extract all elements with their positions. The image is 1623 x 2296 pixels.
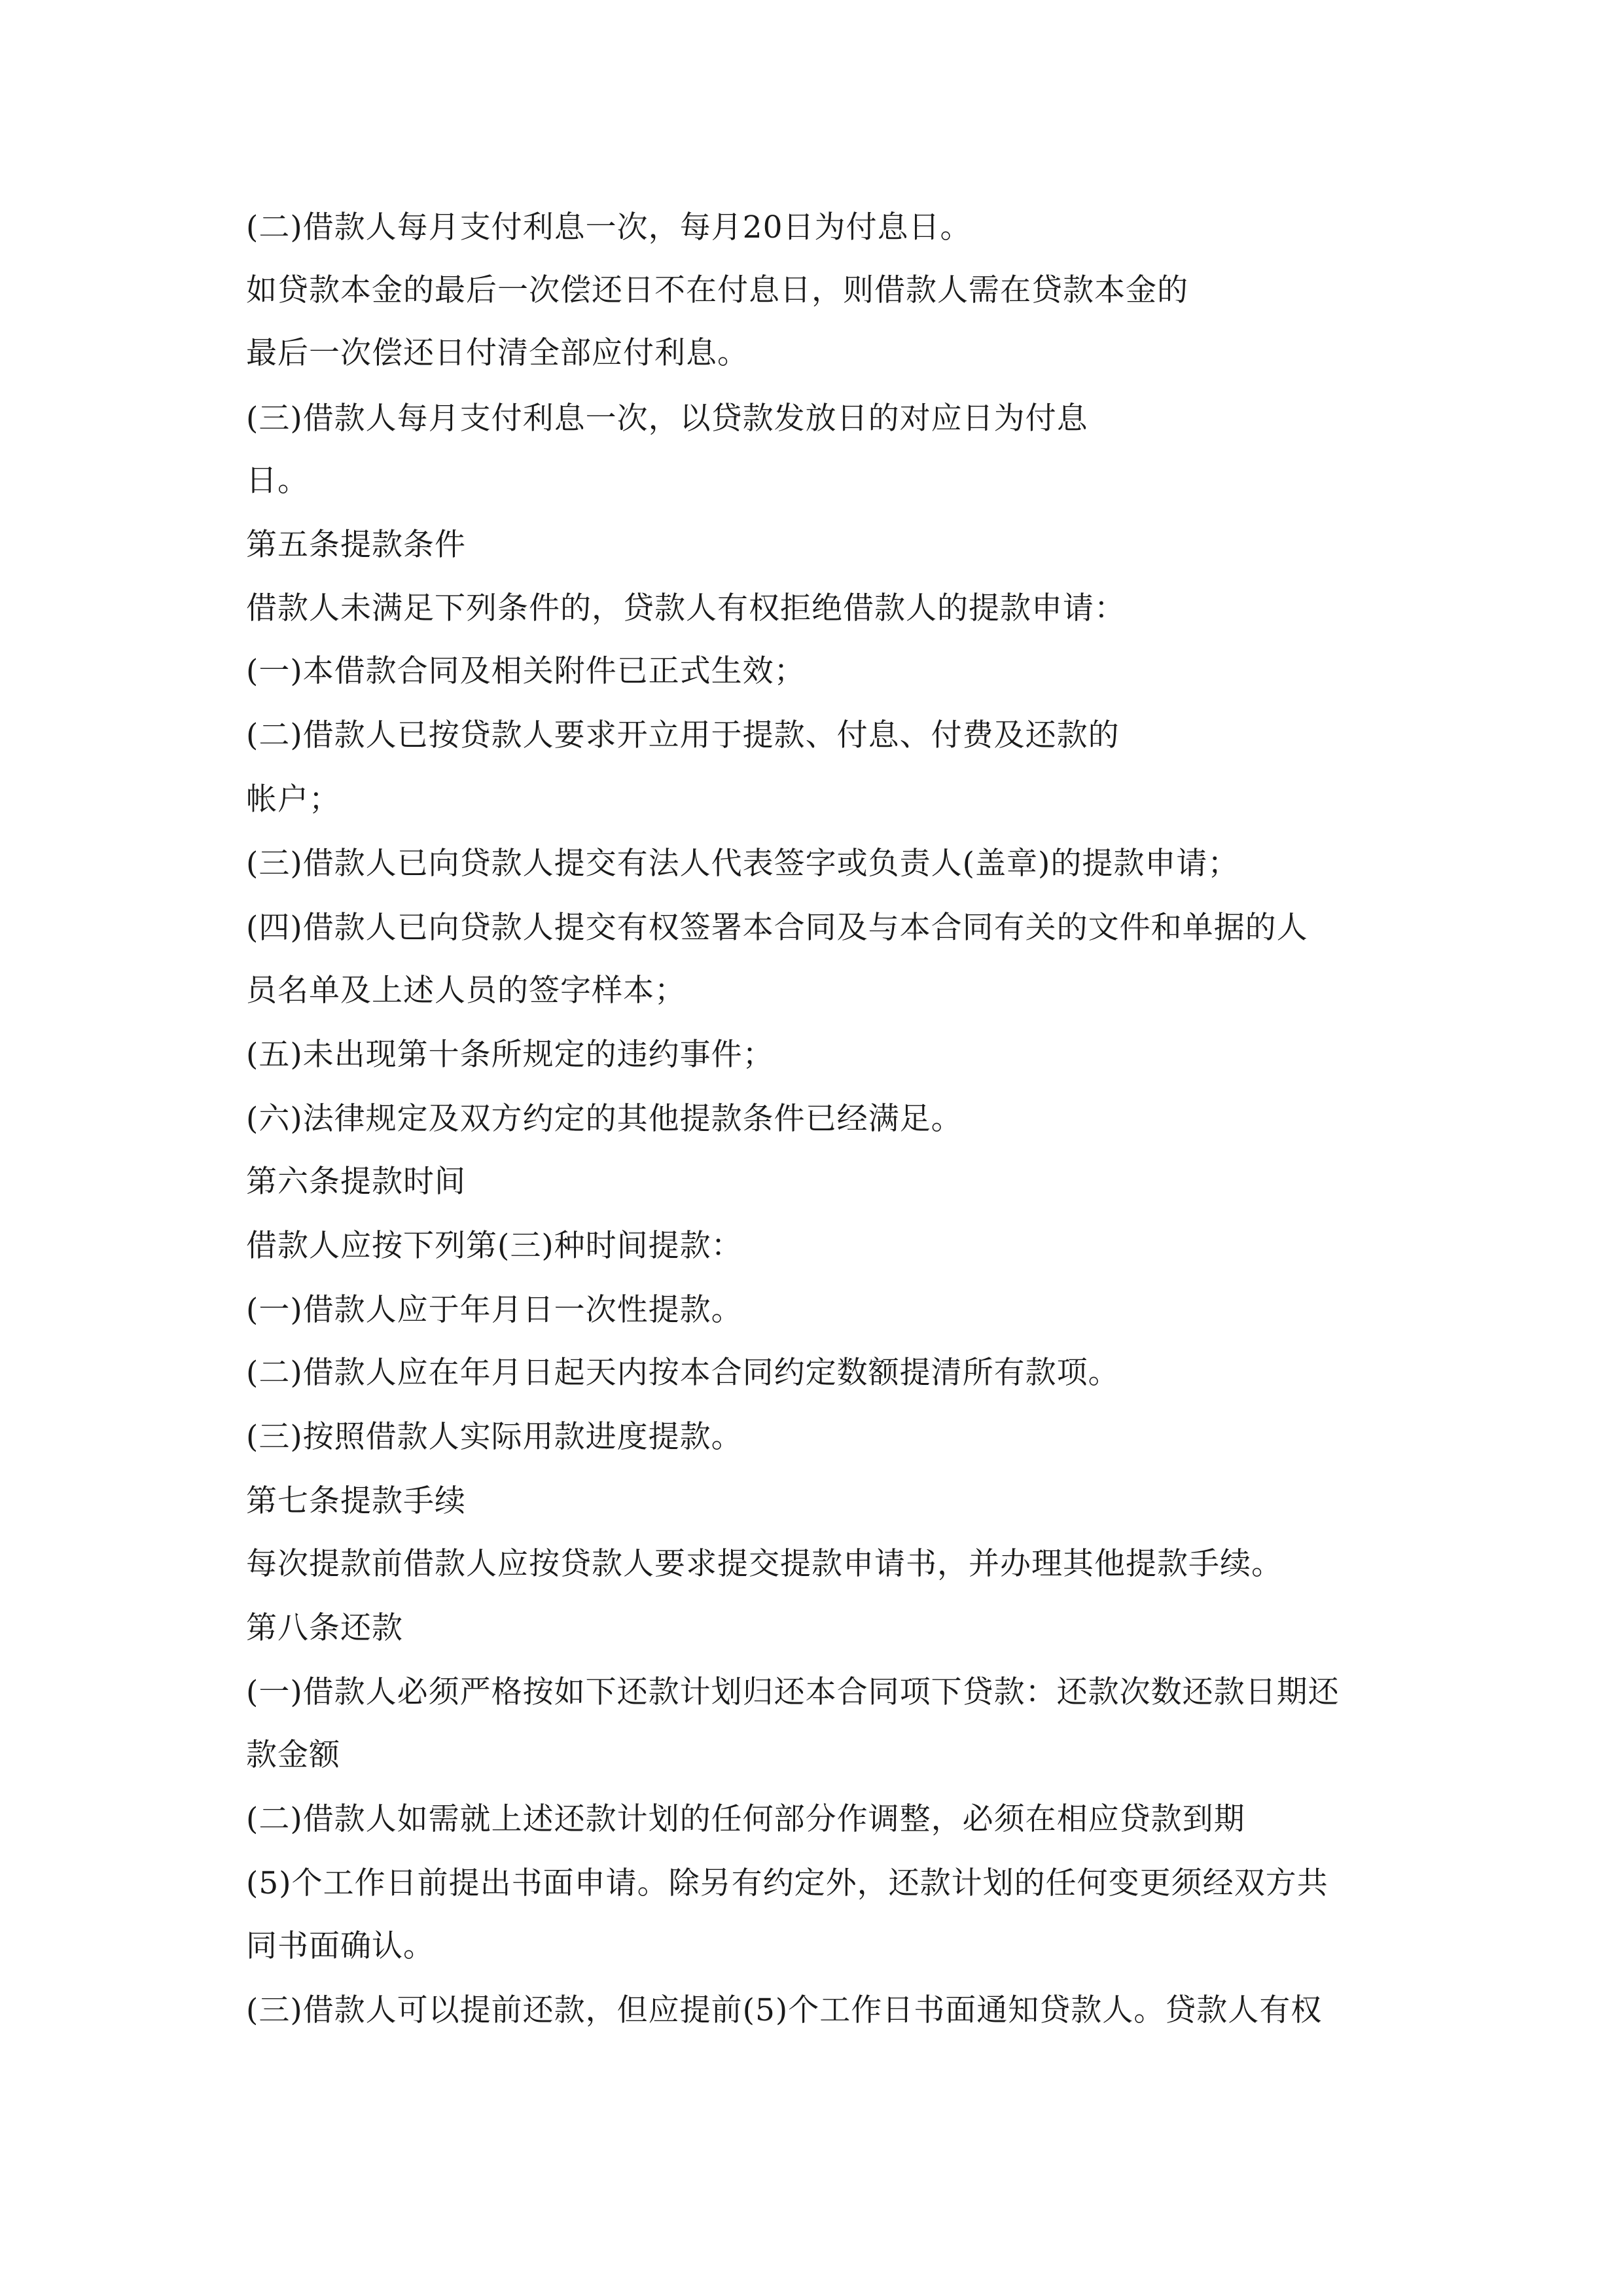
- text-line: 最后一次偿还日付清全部应付利息。: [246, 335, 749, 371]
- text-line: (二)借款人已按贷款人要求开立用于提款、付息、付费及还款的: [246, 717, 1120, 753]
- text-line: (五)未出现第十条所规定的违约事件；: [246, 1037, 774, 1073]
- section-heading: 第八条还款: [246, 1610, 403, 1646]
- text-line: (六)法律规定及双方约定的其他提款条件已经满足。: [246, 1101, 963, 1137]
- text-line: 帐户；: [246, 781, 340, 817]
- text-line: (一)借款人应于年月日一次性提款。: [246, 1292, 743, 1328]
- text-line: (四)借款人已向贷款人提交有权签署本合同及与本合同有关的文件和单据的人: [246, 910, 1308, 946]
- text-line: (二)借款人应在年月日起天内按本合同约定数额提清所有款项。: [246, 1355, 1120, 1391]
- text-line: (一)借款人必须严格按如下还款计划归还本合同项下贷款：还款次数还款日期还: [246, 1674, 1340, 1710]
- text-line: (5)个工作日前提出书面申请。除另有约定外，还款计划的任何变更须经双方共: [246, 1865, 1329, 1901]
- section-heading: 第五条提款条件: [246, 527, 466, 563]
- text-line: 日。: [246, 463, 309, 499]
- text-line: 款金额: [246, 1737, 340, 1773]
- text-line: 同书面确认。: [246, 1928, 435, 1964]
- text-line: (三)借款人每月支付利息一次，以贷款发放日的对应日为付息: [246, 401, 1088, 437]
- section-heading: 第七条提款手续: [246, 1483, 466, 1519]
- text-line: (三)按照借款人实际用款进度提款。: [246, 1419, 743, 1455]
- text-line: (三)借款人已向贷款人提交有法人代表签字或负责人(盖章)的提款申请；: [246, 846, 1240, 882]
- text-line: (二)借款人如需就上述还款计划的任何部分作调整，必须在相应贷款到期: [246, 1801, 1245, 1837]
- text-line: 借款人未满足下列条件的，贷款人有权拒绝借款人的提款申请：: [246, 590, 1126, 626]
- text-line: 每次提款前借款人应按贷款人要求提交提款申请书，并办理其他提款手续。: [246, 1546, 1283, 1582]
- text-line: (二)借款人每月支付利息一次，每月20日为付息日。: [246, 209, 972, 245]
- text-line: 借款人应按下列第(三)种时间提款：: [246, 1228, 743, 1264]
- text-line: 员名单及上述人员的签字样本；: [246, 973, 686, 1009]
- section-heading: 第六条提款时间: [246, 1164, 466, 1200]
- text-line: (一)本借款合同及相关附件已正式生效；: [246, 653, 806, 689]
- text-line: 如贷款本金的最后一次偿还日不在付息日，则借款人需在贷款本金的: [246, 272, 1188, 308]
- text-line: (三)借款人可以提前还款，但应提前(5)个工作日书面通知贷款人。贷款人有权: [246, 1992, 1323, 2028]
